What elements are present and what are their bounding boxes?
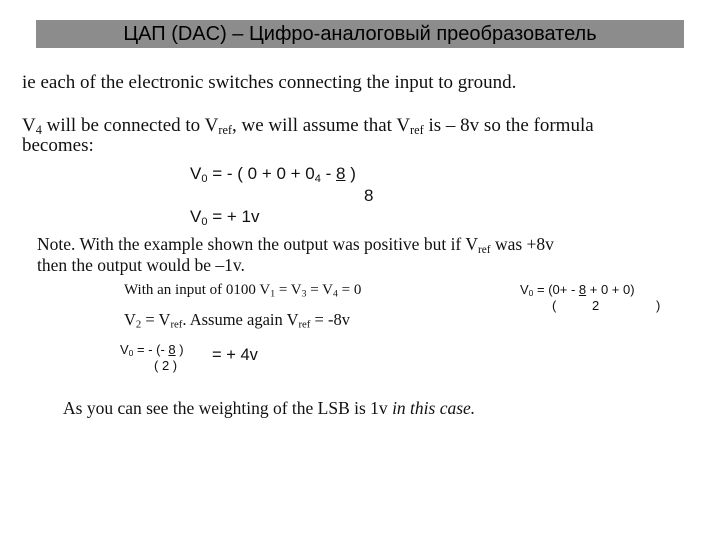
r2-open: ( <box>552 298 557 313</box>
v2-sub-ref: ref <box>170 318 183 331</box>
v2-value: = -8v <box>310 310 350 329</box>
text-v4: V <box>22 115 36 136</box>
l1-open: = - (- <box>133 342 169 357</box>
r2-denominator: 2 <box>592 298 600 313</box>
r1-v: V <box>520 282 529 297</box>
l2-close: ) <box>169 358 178 373</box>
right-equation-1 <box>520 282 635 298</box>
right-equation-close <box>656 298 660 313</box>
input-line <box>124 282 361 299</box>
l-result: = + 4v <box>212 346 258 364</box>
note-text-c: then the output would be –1v. <box>37 255 245 275</box>
text-becomes: becomes: <box>22 135 94 156</box>
text-line-1 <box>22 72 516 94</box>
equation-2 <box>190 207 259 228</box>
v2-v: V <box>124 310 136 329</box>
eq1-close: ) <box>345 164 356 183</box>
v2-sub-2: 2 <box>135 318 142 331</box>
input-text-a: With an input of 0100 V <box>124 282 271 298</box>
r2-close: ) <box>656 298 661 313</box>
v2-sub-ref-2: ref <box>298 318 311 331</box>
input-text-c: = V <box>306 282 334 298</box>
r1-numerator: 8 <box>578 282 587 297</box>
note-text-b: was +8v <box>490 234 554 254</box>
l1-numerator: 8 <box>168 342 176 357</box>
eq1-sub-4: 4 <box>314 172 321 185</box>
eq2-result: = + 1v <box>207 207 260 226</box>
conclusion-italic: in this case. <box>392 398 476 418</box>
r1-sub-0: 0 <box>528 288 534 299</box>
eq2-v: V <box>190 207 202 226</box>
l1-v: V <box>120 342 129 357</box>
input-sub-1: 1 <box>270 288 276 300</box>
eq1-sub-0: 0 <box>201 172 208 185</box>
v2-eq: = V <box>141 310 171 329</box>
eq2-sub-0: 0 <box>201 215 208 228</box>
l1-sub-0: 0 <box>128 348 134 359</box>
text-formula: is – 8v so the formula <box>423 115 594 136</box>
sub-ref-1: ref <box>218 123 233 138</box>
eq1-denominator: 8 <box>364 186 374 205</box>
eq1-numerator: 8 <box>336 164 346 183</box>
note-text-a: Note. With the example shown the output was positive but if V <box>37 234 478 254</box>
conclusion-text: As you can see the weighting of the LSB is 1v <box>63 398 393 418</box>
text-line-3 <box>22 135 94 157</box>
eq1-minus: - <box>320 164 337 183</box>
eq1-sum: = - ( 0 + 0 + 0 <box>207 164 315 183</box>
input-sub-3: 3 <box>301 288 307 300</box>
note-line-1 <box>37 234 554 256</box>
sub-4: 4 <box>35 123 42 138</box>
input-text-b: = V <box>275 282 302 298</box>
sub-ref-2: ref <box>410 123 424 138</box>
r1-rest: + 0 + 0) <box>586 282 635 297</box>
l1-close: ) <box>175 342 184 357</box>
v2-assume: . Assume again V <box>182 310 299 329</box>
note-sub-ref: ref <box>477 243 491 256</box>
text-connected: will be connected to V <box>41 115 219 136</box>
eq1-denominator-line <box>364 186 373 206</box>
text-line-2 <box>22 115 594 138</box>
text-line-1-content: ie each of the electronic switches connecting the input to ground. <box>22 72 517 93</box>
conclusion-line <box>63 398 475 419</box>
text-assume: , we will assume that V <box>232 115 411 136</box>
l2-denominator: 2 <box>161 358 170 373</box>
slide-title-bar <box>36 20 684 48</box>
left-equation-result <box>212 346 258 365</box>
v2-line <box>124 310 350 331</box>
right-equation-den <box>592 298 599 313</box>
r1-open: = (0+ - <box>533 282 579 297</box>
left-equation-2 <box>154 358 177 373</box>
equation-1 <box>190 164 356 185</box>
eq1-v: V <box>190 164 202 183</box>
slide-title: ЦАП (DAC) – Цифро-аналоговый преобразователь <box>123 23 597 45</box>
left-equation-1 <box>120 342 184 358</box>
l2-open: ( <box>154 358 162 373</box>
input-sub-4: 4 <box>333 288 338 300</box>
note-line-2 <box>37 255 245 276</box>
right-equation-2 <box>552 298 556 313</box>
input-text-d: = 0 <box>337 282 362 298</box>
